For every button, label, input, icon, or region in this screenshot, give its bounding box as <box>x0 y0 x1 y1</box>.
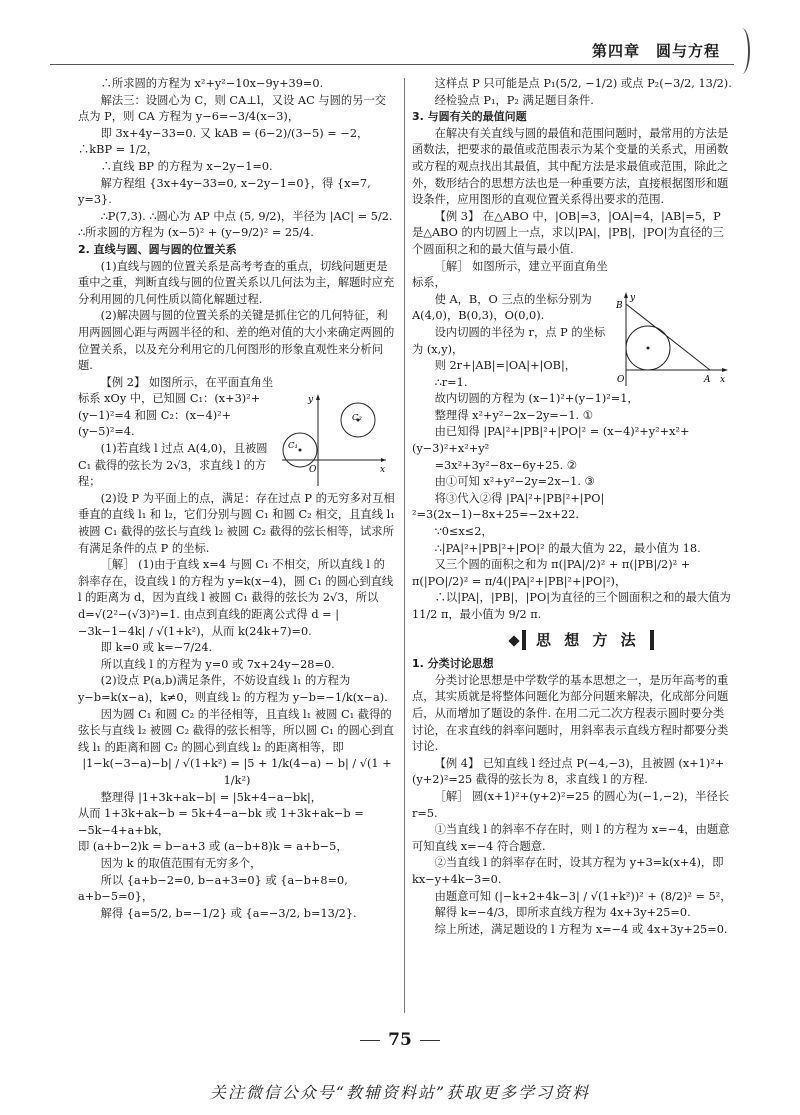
paragraph: ②当直线 l 的斜率存在时，设其方程为 y+3=k(x+4)，即 kx−y+4k−3=0. <box>412 856 724 886</box>
origin-label: O <box>617 375 625 385</box>
paragraph: 分类讨论思想是中学数学的基本思想之一，是历年高考的重点，其实质就是将整体问题化为部分问题来解决，化成部分问题后，从而增加了题设的条件. 在用二元二次方程表示圆时要分类讨论，在求直线的斜率问题时，用斜率表示直线方程时都要分类讨论. <box>412 673 729 754</box>
dash-left <box>360 1040 380 1041</box>
paragraph: ∴P(7,3). ∴圆心为 AP 中点 (5, 9/2)，半径为 |AC| = 5/2. ∴所求圆的方程为 (x−5)² + (y−9/2)² = 25/4. <box>78 209 393 240</box>
right-column <box>412 76 734 938</box>
paragraph: 由①可知 x²+y²−2y=2x−1. ③ <box>434 475 595 489</box>
paragraph: ∵0≤x≤2， <box>434 525 493 539</box>
paragraph: 所以 {a+b−2=0, b−a+3=0} 或 {a−b+8=0, a+b−5=0}， <box>78 873 348 904</box>
paragraph: ∴直线 BP 的方程为 x−2y−1=0. <box>100 159 273 173</box>
section-banner: 思 想 方 法 <box>522 630 654 651</box>
y-axis-arrow <box>624 292 628 298</box>
page-header <box>0 0 800 78</box>
paragraph: ①当直线 l 的斜率不存在时，则 l 的方程为 x=−4，由题意可知直线 x=−4 符合题意. <box>412 823 730 853</box>
paragraph: 解法三：设圆心为 C，则 CA⊥l，又设 AC 与圆的另一交点为 P，则 CA 方程为 y−6=−3/4(x−3)， <box>78 93 387 124</box>
paragraph: 在解决有关直线与圆的最值和范围问题时，最常用的方法是函数法，把要求的最值或范围表示为某个变量的关系式，用函数或方程的观点找出其最值，其中配方法是求最值或范围，除此之外，数形结合的思想方法也是一种重要方法，直接根据图形和题设条件，应用图形的直观位置关系得出要求的范围. <box>412 126 729 207</box>
section-heading: 1. 分类讨论思想 <box>412 657 494 671</box>
paragraph: 整理得 x²+y²−2x−2y=−1. ① <box>434 408 593 422</box>
origin-label: O <box>309 465 317 475</box>
chapter-title: 第四章 圆与方程 <box>591 42 720 60</box>
paragraph: 从而 1+3k+ak−b = 5k+4−a−bk 或 1+3k+ak−b = −5k−4+a+bk， <box>78 807 364 837</box>
y-label: y <box>630 293 636 303</box>
paragraph: ∴|PA|²+|PB|²+|PO|² 的最大值为 22，最小值为 18. <box>434 541 701 555</box>
paragraph: 则 2r+|AB|=|OA|+|OB|， <box>434 359 577 373</box>
header-rule <box>50 64 734 65</box>
hypotenuse-ab <box>626 304 710 370</box>
solution: ［解］ 圆(x+1)²+(y+2)²=25 的圆心为(−1,−2)，半径长 r=5. <box>412 789 730 820</box>
paragraph: 设内切圆的半径为 r，点 P 的坐标为 (x,y)， <box>412 325 606 356</box>
paragraph: =3x²+3y²−8x−6y+25. ② <box>434 458 577 472</box>
center-c1 <box>299 449 302 452</box>
paragraph: (2)设 P 为平面上的点，满足：存在过点 P 的无穷多对互相垂直的直线 l₁ 和 l₂，它们分别与圆 C₁ 和圆 C₂ 相交，且直线 l₁ 被圆 C₁ 截得的弦长与直线 l₂ 被圆 C₂ 截得的弦长相等，试求所有满足条件的点 P 的坐标. <box>78 491 395 555</box>
incircle-center <box>647 347 650 350</box>
paragraph: (1)直线与圆的位置关系是高考考查的重点，切线问题更是重中之重，判断直线与圆的位置关系以几何法为主，解题时应充分利用圆的几何性质以简化解题过程. <box>78 259 395 306</box>
page-number <box>0 1030 800 1050</box>
x-label: x <box>380 465 386 475</box>
header-ornament <box>734 28 750 74</box>
paragraph: 解方程组 {3x+4y−33=0, x−2y−1=0}，得 {x=7, y=3}. <box>78 176 371 207</box>
paragraph: 由题意可知 (|−k+2+4k−3| / √(1+k²))² + (8/2)² = 5²， <box>434 889 732 903</box>
paragraph: 因为圆 C₁ 和圆 C₂ 的半径相等，且直线 l₁ 被圆 C₁ 截得的弦长与直线 l₂ 被圆 C₂ 截得的弦长相等，所以圆 C₁ 的圆心到直线 l₁ 的距离和圆 C₂ 的圆心到直线 l₂ 的距离相等，即 <box>78 707 394 754</box>
paragraph: 又三个圆的面积之和为 π(|PA|/2)² + π(|PB|/2)² + π(|PO|/2)² = π/4(|PA|²+|PB|²+|PO|²)， <box>412 558 691 588</box>
left-column <box>78 76 396 922</box>
example-statement: 【例 2】 如图所示，在平面直角坐标系 xOy 中，已知圆 C₁：(x+3)²+(y−1)²=4 和圆 C₂：(x−4)²+(y−5)²=4. <box>78 375 274 439</box>
circles-figure <box>278 390 390 490</box>
paragraph: 由已知得 |PA|²+|PB|²+|PO|² = (x−4)²+y²+x²+(y−3)²+x²+y² <box>412 425 690 456</box>
footer-note: 关注微信公众号“教辅资料站”获取更多学习资料 <box>209 1083 591 1102</box>
solution: ［解］ (1)由于直线 x=4 与圆 C₁ 不相交，所以直线 l 的斜率存在，设直线 l 的方程为 y=k(x−4)，圆 C₁ 的圆心到直线 l 的距离为 d，因为直线 l 被圆 C₁ 截得的弦长为 2√3，所以 d=√(2²−(√3)²)=1. 由点到直线的距离公式得 d = |−3k−1−4k| / √(1+k²)，从而 k(24k+7)=0. <box>78 558 394 638</box>
paragraph: 综上所述，满足题设的 l 方程为 x=−4 或 4x+3y+25=0. <box>434 922 728 936</box>
c1-label: C₁ <box>288 441 298 451</box>
dash-right <box>420 1040 440 1041</box>
example-statement: 【例 4】 已知直线 l 经过点 P(−4,−3)，且被圆 (x+1)²+(y+2)²=25 截得的弦长为 8，求直线 l 的方程. <box>412 756 725 787</box>
paragraph: ∴r=1. <box>434 375 468 389</box>
paragraph: 解得 {a=5/2, b=−1/2} 或 {a=−3/2, b=13/2}. <box>100 906 357 920</box>
y-axis-arrow <box>316 394 320 400</box>
y-label: y <box>308 395 314 405</box>
section-heading: 3. 与圆有关的最值问题 <box>412 110 527 124</box>
equation: |1−k(−3−a)−b| / √(1+k²) = |5 + 1/k(4−a) − b| / √(1 + 1/k²) <box>82 757 392 787</box>
paragraph: ∴所求圆的方程为 x²+y²−10x−9y+39=0. <box>100 77 324 90</box>
x-axis-arrow <box>722 368 728 372</box>
paragraph: 解得 k=−4/3，即所求直线方程为 4x+3y+25=0. <box>434 906 691 920</box>
example-statement: 【例 3】 在△ABO 中，|OB|=3，|OA|=4，|AB|=5，P 是△ABO 的内切圆上一点，求以|PA|，|PB|，|PO|为直径的三个圆面积之和的最大值与最小值. <box>412 209 724 256</box>
x-label: x <box>720 375 726 385</box>
section-heading: 2. 直线与圆、圆与圆的位置关系 <box>78 242 237 256</box>
triangle-figure <box>612 290 730 392</box>
paragraph: 整理得 |1+3k+ak−b| = |5k+4−a−bk|， <box>100 790 323 804</box>
paragraph: 所以直线 l 的方程为 y=0 或 7x+24y−28=0. <box>100 657 335 671</box>
c2-label: C₂ <box>352 413 362 423</box>
paragraph: ∴以|PA|，|PB|，|PO|为直径的三个圆面积之和的最大值为 11/2 π，最小值为 9/2 π. <box>412 591 731 621</box>
x-axis-arrow <box>381 458 386 462</box>
paragraph: 经检验点 P₁，P₂ 满足题目条件. <box>434 93 594 107</box>
paragraph: 即 3x+4y−33=0. 又 kAB = (6−2)/(3−5) = −2，∴kBP = 1/2， <box>78 126 369 157</box>
paragraph: 故内切圆的方程为 (x−1)²+(y−1)²=1， <box>434 392 639 406</box>
b-label: B <box>616 301 623 311</box>
paragraph: (2)设点 P(a,b)满足条件，不妨设直线 l₁ 的方程为 y−b=k(x−a)，k≠0，则直线 l₂ 的方程为 y−b=−1/k(x−a). <box>78 674 388 704</box>
paragraph: (1)若直线 l 过点 A(4,0)，且被圆 C₁ 截得的弦长为 2√3，求直线 l 的方程； <box>78 442 268 489</box>
column-divider <box>404 78 405 1013</box>
paragraph: 即 (a+b−2)k = b−a+3 或 (a−b+8)k = a+b−5， <box>78 840 348 854</box>
solution: ［解］ 如图所示，建立平面直角坐标系， <box>412 259 608 290</box>
paragraph: 使 A，B，O 三点的坐标分别为 A(4,0)，B(0,3)，O(0,0). <box>412 292 592 323</box>
paragraph: (2)解决圆与圆的位置关系的关键是抓住它的几何特征，利用两圆圆心距与两圆半径的和、差的绝对值的大小来确定两圆的位置关系，以及充分利用它的几何图形的形象直观性来分析问题. <box>78 309 395 373</box>
a-label: A <box>704 375 711 385</box>
paragraph: 将③代入②得 |PA|²+|PB|²+|PO|²=3(2x−1)−8x+25=−2x+22. <box>412 491 605 522</box>
paragraph: 因为 k 的取值范围有无穷多个， <box>100 856 262 870</box>
paragraph: 这样点 P 只可能是点 P₁(5/2, −1/2) 或点 P₂(−3/2, 13/2). <box>434 77 732 90</box>
page-number-text: 75 <box>388 1030 412 1050</box>
paragraph: 即 k=0 或 k=−7/24. <box>100 641 213 655</box>
